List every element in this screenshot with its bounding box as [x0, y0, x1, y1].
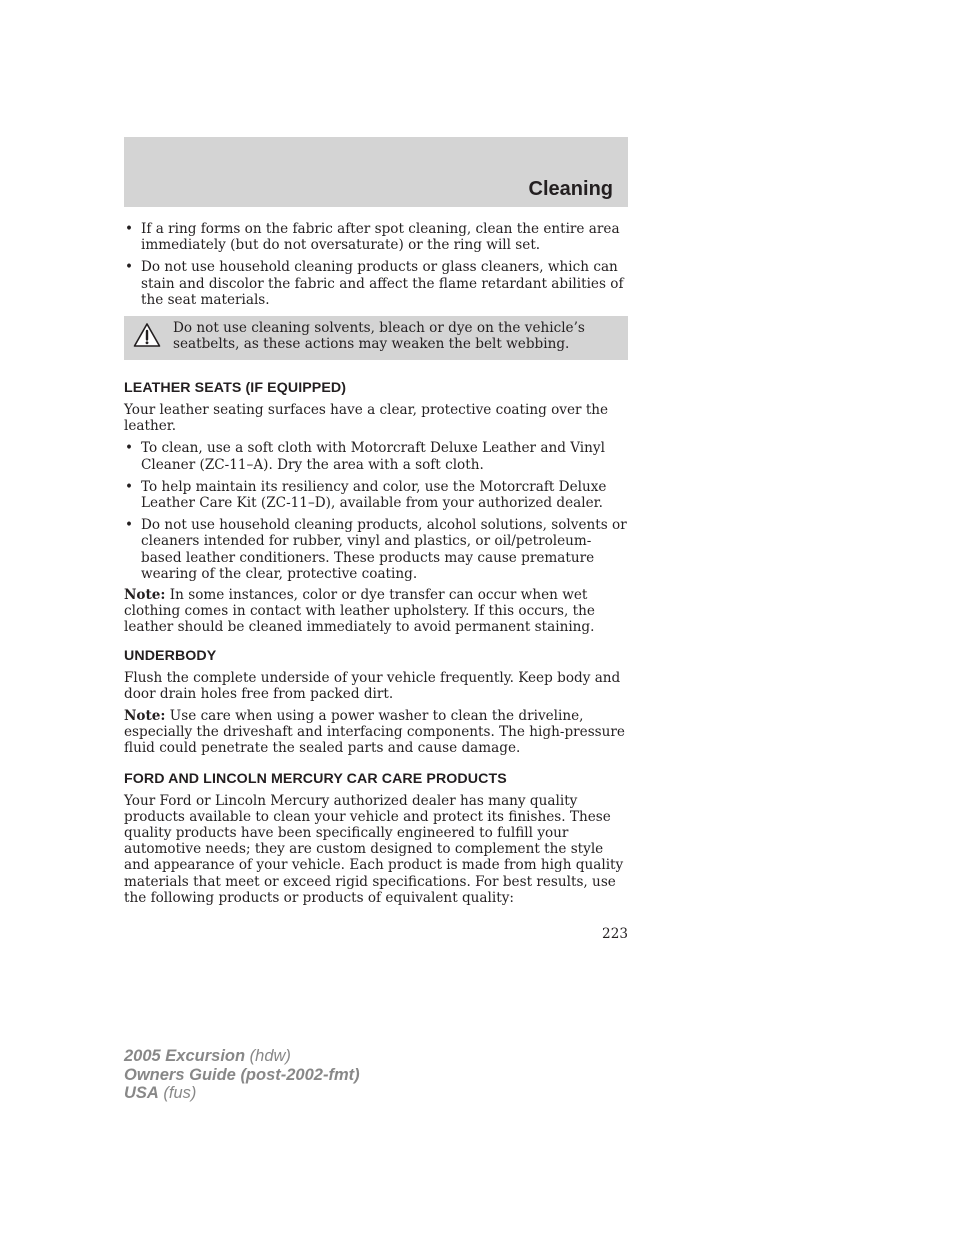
footer-guide: Owners Guide (post-2002-fmt): [124, 1065, 360, 1084]
warning-box: [124, 316, 628, 360]
list-item: • To help maintain its resiliency and color, use the Motorcraft Deluxe Leather Care Kit (ZC-11–D), available from your authorized dealer.: [124, 479, 628, 511]
underbody-note: [124, 708, 628, 757]
header-band: [124, 137, 628, 207]
list-item: • Do not use household cleaning products, alcohol solutions, solvents or cleaners intended for rubber, vinyl and plastics, or oil/petroleum-based leather conditioners. These products may cause premature wearing of the clear, protective coating.: [124, 517, 628, 582]
page-number: 223: [602, 926, 628, 942]
footer-line-market: [124, 1084, 360, 1103]
car-care-heading: FORD AND LINCOLN MERCURY CAR CARE PRODUCTS: [124, 770, 507, 787]
fabric-bullet-list: [124, 221, 628, 308]
leather-heading: LEATHER SEATS (IF EQUIPPED): [124, 380, 347, 397]
warning-text: Do not use cleaning solvents, bleach or dye on the vehicle’s seatbelts, as these actions may weaken the belt webbing.: [173, 320, 585, 353]
footer-model-code: (hdw): [245, 1047, 291, 1065]
footer-line-model: [124, 1047, 360, 1066]
footer: [124, 1047, 360, 1103]
warning-triangle-icon: [133, 322, 161, 348]
leather-note: [124, 587, 628, 636]
note-label: Note:: [124, 708, 166, 725]
list-item: • If a ring forms on the fabric after spot cleaning, clean the entire area immediately (but do not oversaturate) or the ring will set.: [124, 221, 628, 253]
car-care-text: Your Ford or Lincoln Mercury authorized dealer has many quality products available to clean your vehicle and protect its finishes. These quality products have been specifically engineered to fulfill your automotive needs; they are custom designed to complement the style and appearance of your vehicle. Each product is made from high quality materials that meet or exceed rigid specifications. For best results, use the following products or products of equivalent quality:: [124, 792, 624, 906]
note-text: In some instances, color or dye transfer can occur when wet clothing comes in contact with leather upholstery. If this occurs, the leather should be cleaned immediately to avoid permanent staining.: [124, 587, 595, 636]
footer-model: 2005 Excursion: [124, 1047, 246, 1065]
note-text: Use care when using a power washer to clean the driveline, especially the driveshaft and interfacing components. The high-pressure fluid could penetrate the sealed parts and cause damage.: [124, 708, 625, 757]
footer-line-guide: [124, 1066, 360, 1085]
underbody-heading: UNDERBODY: [124, 647, 217, 664]
footer-market-code: (fus): [158, 1084, 197, 1102]
note-label: Note:: [124, 587, 166, 604]
section-title: Cleaning: [528, 178, 613, 200]
page-content: [124, 221, 628, 912]
leather-intro: Your leather seating surfaces have a clear, protective coating over the leather.: [124, 402, 609, 435]
list-item: • To clean, use a soft cloth with Motorcraft Deluxe Leather and Vinyl Cleaner (ZC-11–A). Dry the area with a soft cloth.: [124, 440, 628, 472]
leather-bullet-list: [124, 440, 628, 582]
list-item: • Do not use household cleaning products or glass cleaners, which can stain and discolor the fabric and affect the flame retardant abilities of the seat materials.: [124, 259, 628, 308]
footer-market: USA: [124, 1084, 159, 1102]
underbody-text: Flush the complete underside of your vehicle frequently. Keep body and door drain holes free from packed dirt.: [124, 669, 621, 702]
